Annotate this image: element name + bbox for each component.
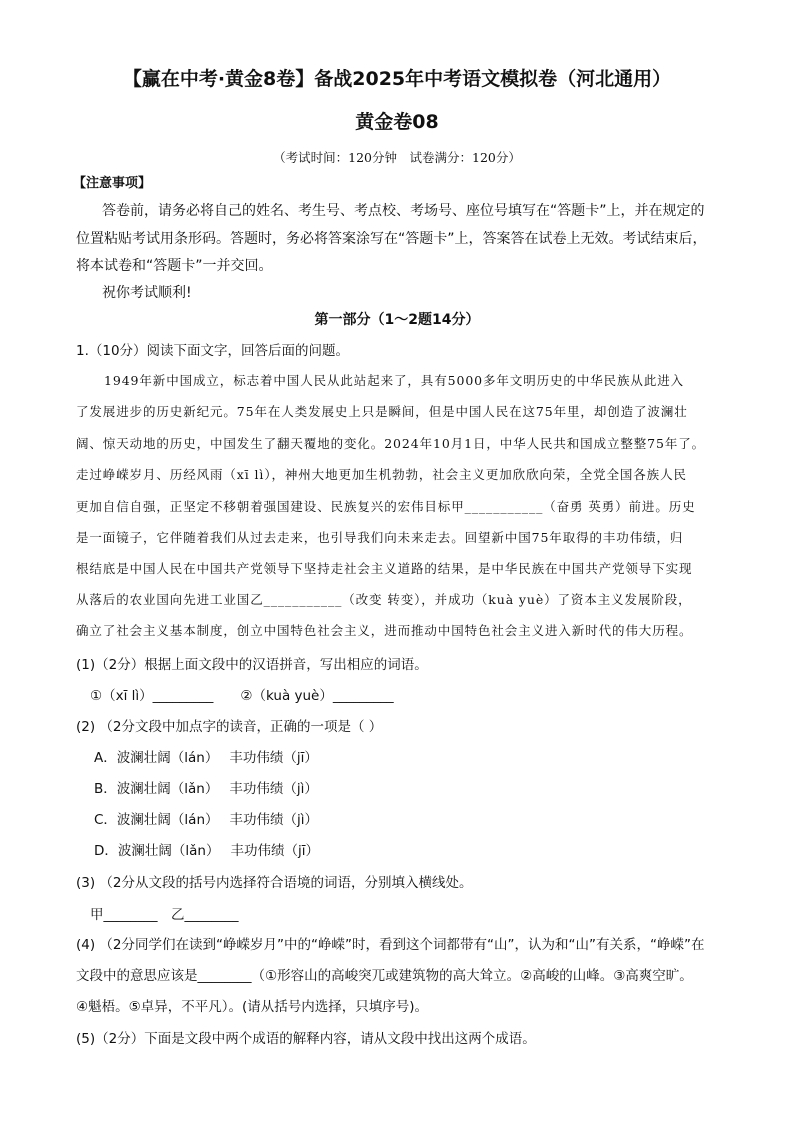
option-a[interactable]: A．波澜壮阔（lán） 丰功伟绩（jī） (94, 750, 318, 766)
notice-line: 将本试卷和“答题卡”一并交回。 (76, 258, 273, 274)
passage-line: 是一面镜子，它伴随着我们从过去走来，也引导我们向未来走去。回望新中国75年取得的丰功伟绩，归 (76, 530, 684, 545)
subquestion-1-answer-blanks[interactable]: ①（xī lì）_________ ②（kuà yuè）_________ (90, 688, 394, 704)
passage-line: 1949年新中国成立，标志着中国人民从此站起来了，具有5000多年文明历史的中华民族从此进入 (104, 373, 685, 388)
passage-line: 更加自信自强，正坚定不移朝着强国建设、民族复兴的宏伟目标甲___________（奋勇 英勇）前进。历史 (76, 499, 696, 514)
exam-title: 【赢在中考·黄金8卷】备战2025年中考语文模拟卷（河北通用） (122, 68, 672, 90)
option-b[interactable]: B．波澜壮阔（lǎn） 丰功伟绩（jì） (94, 781, 318, 797)
option-d[interactable]: D．波澜壮阔（lǎn） 丰功伟绩（jī） (94, 843, 320, 859)
passage-line: 根结底是中国人民在中国共产党领导下坚持走社会主义道路的结果，是中华民族在中国共产党领导下实现 (76, 561, 693, 576)
subquestion-3-answer-blanks[interactable]: 甲________ 乙________ (90, 907, 239, 923)
subquestion-3-prompt: (3) （2分从文段的括号内选择符合语境的词语，分别填入横线处。 (76, 875, 473, 891)
exam-subtitle: 黄金卷08 (355, 111, 439, 133)
subquestion-1-prompt: (1)（2分）根据上面文段中的汉语拼音，写出相应的词语。 (76, 657, 428, 673)
question-1-prompt: 1.（10分）阅读下面文字，回答后面的问题。 (76, 343, 350, 359)
passage-line: 了发展进步的历史新纪元。75年在人类发展史上只是瞬间，但是中国人民在这75年里，却创造了波澜壮 (76, 404, 688, 419)
passage-line: 走过峥嵘岁月、历经风雨（xī lì），神州大地更加生机勃勃，社会主义更加欣欣向荣，全党全国各族人民 (76, 467, 687, 482)
exam-time-score: （考试时间：120分钟 试卷满分：120分） (273, 150, 521, 165)
notice-line: 答卷前，请务必将自己的姓名、考生号、考点校、考场号、座位号填写在“答题卡”上，并在规定的 (102, 203, 705, 219)
subquestion-4-line: ④魁梧。⑤卓异，不平凡）。(请从括号内选择，只填序号)。 (76, 999, 428, 1015)
passage-line: 确立了社会主义基本制度，创立中国特色社会主义，进而推动中国特色社会主义进入新时代的伟大历程。 (76, 623, 693, 638)
option-c[interactable]: C．波澜壮阔（lán） 丰功伟绩（jì） (94, 812, 319, 828)
notice-wish: 祝你考试顺利! (102, 285, 192, 301)
notice-line: 位置粘贴考试用条形码。答题时，务必将答案涂写在“答题卡”上，答案答在试卷上无效。考试结束后， (76, 231, 707, 247)
notice-heading: 【注意事项】 (73, 176, 152, 191)
subquestion-2-prompt: (2) （2分文段中加点字的读音，正确的一项是（ ） (76, 719, 383, 735)
section-heading: 第一部分（1～2题14分） (314, 312, 480, 328)
passage-line: 从落后的农业国向先进工业国乙___________（改变 转变），并成功（kuà yuè）了资本主义发展阶段， (76, 592, 692, 607)
subquestion-4-line: (4) （2分同学们在读到“峥嵘岁月”中的“峥嵘”时，看到这个词都带有“山”，认为和“山”有关系，“峥嵘”在 (76, 937, 705, 953)
subquestion-4-line: 文段中的意思应该是________（①形容山的高峻突兀或建筑物的高大耸立。②高峻的山峰。③高爽空旷。 (76, 968, 693, 984)
subquestion-5-prompt: (5)（2分）下面是文段中两个成语的解释内容，请从文段中找出这两个成语。 (76, 1031, 536, 1047)
passage-line: 阔、惊天动地的历史，中国发生了翻天覆地的变化。2024年10月1日，中华人民共和国成立整整75年了。 (76, 436, 706, 451)
